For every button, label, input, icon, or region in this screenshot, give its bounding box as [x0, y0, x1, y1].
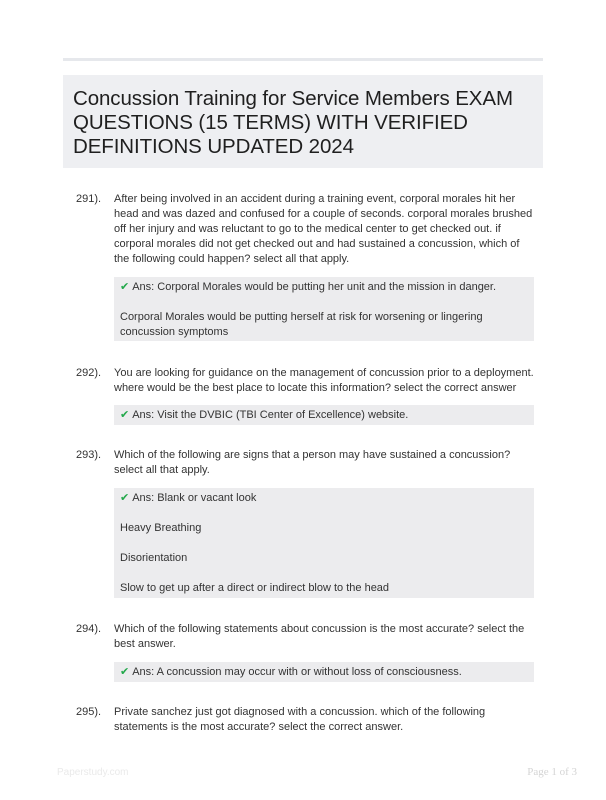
- answer-line: Ans: A concussion may occur with or without loss of consciousness.: [132, 666, 462, 678]
- answer-line: Slow to get up after a direct or indirect blow to the head: [120, 582, 390, 594]
- answer-line: Heavy Breathing: [120, 522, 202, 534]
- page-title: Concussion Training for Service Members EXAM QUESTIONS (15 TERMS) WITH VERIFIED DEFINITIONS UPDATED 2024: [73, 87, 513, 158]
- question-number: 294).: [76, 623, 102, 635]
- question-number: 295).: [76, 706, 102, 718]
- answer-line: Ans: Blank or vacant look: [132, 492, 257, 504]
- answer-line: Ans: Corporal Morales would be putting her unit and the mission in danger.: [132, 281, 497, 293]
- question-text: Which of the following statements about concussion is the most accurate? select the best answer.: [114, 623, 525, 650]
- answer-box-294: [114, 662, 534, 682]
- answer-box-293: [114, 488, 534, 598]
- question-text: After being involved in an accident during a training event, corporal morales hit her head and was dazed and confused for a couple of seconds. corporal morales brushed off her injury and was reluctant to go to the medical center to get checked out. if corporal morales did not get checked out and had sustained a concussion, which of the following could happen? select all that apply.: [114, 193, 533, 265]
- check-icon: ✔: [120, 409, 130, 421]
- question-text: Which of the following are signs that a person may have sustained a concussion? select all that apply.: [114, 449, 511, 476]
- check-icon: ✔: [120, 281, 130, 293]
- question-text: You are looking for guidance on the management of concussion prior to a deployment. where would be the best place to locate this information? select the correct answer: [114, 367, 534, 394]
- check-icon: ✔: [120, 492, 130, 504]
- page-indicator: Page 1 of 3: [527, 766, 577, 778]
- answer-box-292: [114, 405, 534, 425]
- answer-line: Corporal Morales would be putting herself at risk for worsening or lingering concussion symptoms: [120, 311, 483, 338]
- title-box: [63, 75, 543, 168]
- answer-line: Disorientation: [120, 552, 188, 564]
- footer-site: Paperstudy.com: [57, 767, 129, 778]
- question-number: 292).: [76, 367, 102, 379]
- question-text: Private sanchez just got diagnosed with a concussion. which of the following statements is the most accurate? select the correct answer.: [114, 706, 486, 733]
- answer-line: Ans: Visit the DVBIC (TBI Center of Excellence) website.: [132, 409, 409, 421]
- question-number: 293).: [76, 449, 102, 461]
- answer-box-291: [114, 277, 534, 341]
- top-divider: [63, 58, 543, 61]
- question-number: 291).: [76, 193, 102, 205]
- check-icon: ✔: [120, 666, 130, 678]
